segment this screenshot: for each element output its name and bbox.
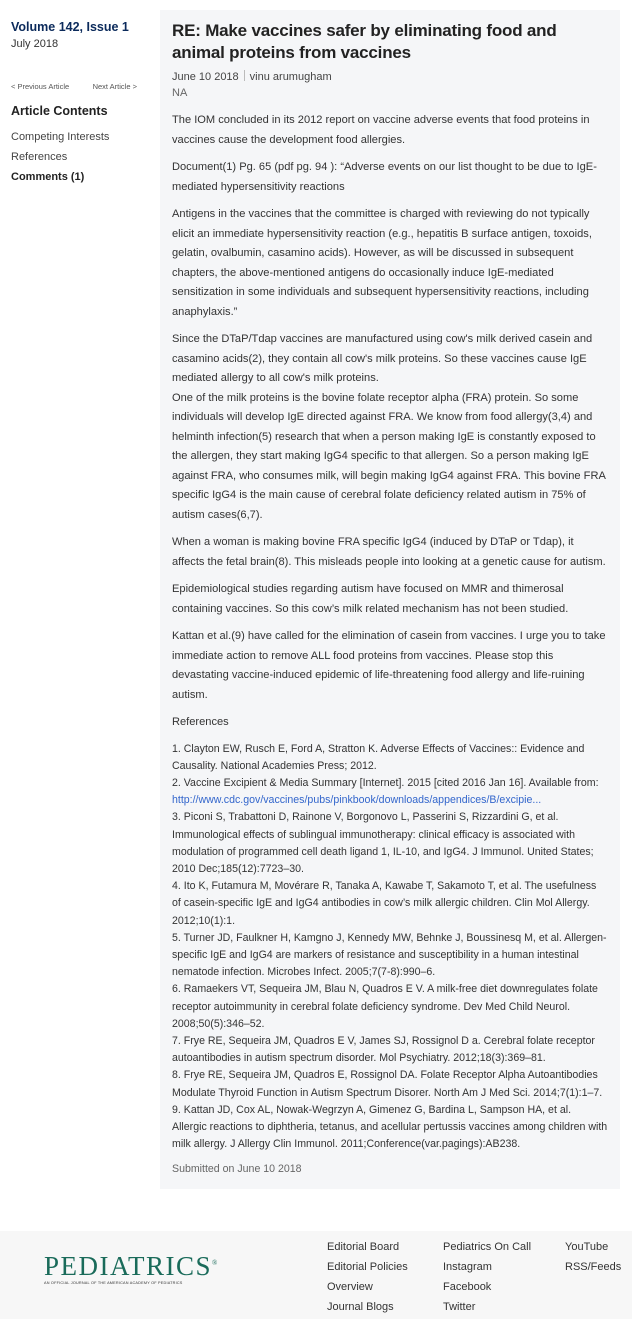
references-heading: References	[172, 716, 229, 728]
article-navigation	[11, 82, 137, 91]
next-article-link[interactable]: Next Article >	[92, 82, 137, 91]
footer-link[interactable]: YouTube	[565, 1241, 609, 1254]
comment-paragraph: The IOM concluded in its 2012 report on vaccine adverse events that food proteins in vaccines cause the development food allergies.	[172, 114, 590, 146]
article-contents-heading: Article Contents	[11, 104, 108, 118]
reference-item	[172, 1102, 608, 1154]
sidebar	[11, 20, 151, 187]
footer-link[interactable]: RSS/Feeds	[565, 1261, 622, 1274]
reference-item	[172, 809, 608, 878]
footer-link[interactable]: Editorial Board	[327, 1241, 400, 1254]
footer-link[interactable]: Instagram	[443, 1261, 492, 1274]
reference-item	[172, 741, 608, 775]
reference-text: 2. Vaccine Excipient & Media Summary [Internet]. 2015 [cited 2016 Jan 16]. Available from:	[172, 776, 599, 789]
comment-meta	[172, 70, 608, 83]
comment-date: June 10 2018	[172, 71, 239, 83]
comment-paragraph: Antigens in the vaccines that the committee is charged with reviewing do not typically elicit an immediate hypersensitivity reaction (e.g., hepatitis B surface antigen, toxoids, gelatin, ovalbumin, casamino acids). However, as will be discussed in subsequent chapters, the above-mentioned antigens do occasionally induce IgE-mediated sensitization in some individuals and subsequent hypersensitivity reactions, including anaphylaxis.”	[172, 208, 592, 318]
submitted-date: Submitted on June 10 2018	[172, 1163, 302, 1176]
reference-item	[172, 930, 608, 982]
footer-link[interactable]: Facebook	[443, 1281, 492, 1294]
reference-item	[172, 1067, 608, 1101]
issue-volume-link[interactable]: Volume 142, Issue 1	[11, 20, 129, 34]
comment-paragraph: Epidemiological studies regarding autism have focused on MMR and thimerosal containing vaccines. So this cow’s milk related mechanism has not been studied.	[172, 583, 569, 615]
reference-text: 3. Piconi S, Trabattoni D, Rainone V, Borgonovo L, Passerini S, Rizzardini G, et al. Immunological effects of sublingual immunotherapy: clinical efficacy is associated with modulation of programmed cell death ligand 1, IL-10, and IgG4. J Immunol. United States; 2010 Dec;185(12):7723–30.	[172, 811, 594, 875]
footer	[0, 1231, 632, 1319]
reference-item	[172, 981, 608, 1033]
comment-paragraph: One of the milk proteins is the bovine folate receptor alpha (FRA) protein. So some individuals will develop IgE directed against FRA. We know from food allergy(3,4) and helminth infection(5) research that when a person making IgE is constantly exposed to the allergen, they start making IgG4 specific to that allergen. So a person making IgE against FRA, who consumes milk, will begin making IgG4 against FRA. This bovine FRA specific IgG4 is the main cause of cerebral folate deficiency related autism in 75% of autism cases(6,7).	[172, 391, 606, 521]
comment-author: vinu arumugham	[249, 71, 332, 83]
author-affiliation: NA	[172, 87, 188, 99]
footer-column-social	[443, 1237, 531, 1317]
logo-wordmark: PEDIATRICS	[44, 1251, 213, 1282]
logo-tagline: AN OFFICIAL JOURNAL OF THE AMERICAN ACADEMY OF PEDIATRICS	[44, 1281, 183, 1286]
toc-comments[interactable]: Comments (1)	[11, 171, 85, 183]
footer-link[interactable]: Pediatrics On Call	[443, 1241, 532, 1254]
reference-item	[172, 775, 608, 809]
footer-column-journal	[327, 1237, 408, 1317]
footer-link[interactable]: Journal Blogs	[327, 1301, 394, 1314]
issue-date: July 2018	[11, 38, 59, 50]
comment-title: RE: Make vaccines safer by eliminating food and animal proteins from vaccines	[172, 21, 557, 62]
toc-references[interactable]: References	[11, 151, 68, 163]
footer-link[interactable]: Editorial Policies	[327, 1261, 408, 1274]
reference-item	[172, 1033, 608, 1067]
registered-mark: ®	[212, 1259, 219, 1268]
comment-paragraph: When a woman is making bovine FRA specific IgG4 (induced by DTaP or Tdap), it affects the fetal brain(8). This misleads people into looking at a genetic cause for autism.	[172, 536, 606, 568]
reference-text: 9. Kattan JD, Cox AL, Nowak-Wegrzyn A, Gimenez G, Bardina L, Sampson HA, et al. Allergic reactions to diphtheria, tetanus, and acellular pertussis vaccines among children with milk allergy. J Allergy Clin Immunol. 2011;Conference(var.pagings):AB238.	[172, 1103, 608, 1151]
comment-panel	[160, 10, 620, 1189]
reference-link[interactable]: http://www.cdc.gov/vaccines/pubs/pinkbook/downloads/appendices/B/excipie...	[172, 794, 542, 807]
table-of-contents	[11, 127, 151, 187]
reference-text: 1. Clayton EW, Rusch E, Ford A, Stratton K. Adverse Effects of Vaccines:: Evidence and Causality. National Academies Press; 2012.	[172, 742, 585, 772]
reference-text: 5. Turner JD, Faulkner H, Kamgno J, Kennedy MW, Behnke J, Boussinesq M, et al. Allergen-specific IgE and IgG4 are markers of resistance and susceptibility in a human intestinal nematode infection. Microbes Infect. 2005;7(7-8):990–6.	[172, 931, 607, 979]
toc-competing-interests[interactable]: Competing Interests	[11, 131, 110, 143]
references-list	[172, 741, 608, 1154]
pediatrics-logo[interactable]	[44, 1248, 219, 1285]
reference-item	[172, 878, 608, 930]
comment-body	[172, 111, 608, 705]
comment-paragraph: Kattan et al.(9) have called for the elimination of casein from vaccines. I urge you to take immediate action to remove ALL food proteins from vaccines. Please stop this devastating vaccine-induced epidemic of life-threatening food allergy and life-ruining autism.	[172, 630, 606, 701]
previous-article-link[interactable]: < Previous Article	[11, 82, 70, 91]
reference-text: 6. Ramaekers VT, Sequeira JM, Blau N, Quadros E V. A milk-free diet downregulates folate receptor autoimmunity in cerebral folate deficiency syndrome. Dev Med Child Neurol. 2008;50(5):346–52.	[172, 983, 598, 1030]
footer-column-media	[565, 1237, 621, 1277]
footer-link[interactable]: Twitter	[443, 1301, 476, 1314]
reference-text: 7. Frye RE, Sequeira JM, Quadros E V, James SJ, Rossignol D a. Cerebral folate receptor autoantibodies in autism spectrum disorder. Mol Psychiatry. 2012;18(3):369–81.	[172, 1034, 595, 1065]
reference-text: 8. Frye RE, Sequeira JM, Quadros E, Rossignol DA. Folate Receptor Alpha Autoantibodies Modulate Thyroid Function in Autism Spectrum Disorer. North Am J Med Sci. 2014;7(1):1–7.	[172, 1069, 603, 1099]
footer-link[interactable]: Overview	[327, 1281, 373, 1294]
comment-paragraph: Document(1) Pg. 65 (pdf pg. 94 ): “Adverse events on our list thought to be due to IgE-mediated hypersensitivity reactions	[172, 161, 597, 193]
comment-paragraph: Since the DTaP/Tdap vaccines are manufactured using cow's milk derived casein and casamino acids(2), they contain all cow's milk proteins. So these vaccines cause IgE mediated allergy to all cow's milk proteins.	[172, 333, 593, 384]
divider	[244, 70, 245, 81]
reference-text: 4. Ito K, Futamura M, Movérare R, Tanaka A, Kawabe T, Sakamoto T, et al. The usefulness of casein-specific IgE and IgG4 antibodies in cow’s milk allergic children. Clin Mol Allergy. 2012;10(1):1.	[172, 880, 597, 927]
